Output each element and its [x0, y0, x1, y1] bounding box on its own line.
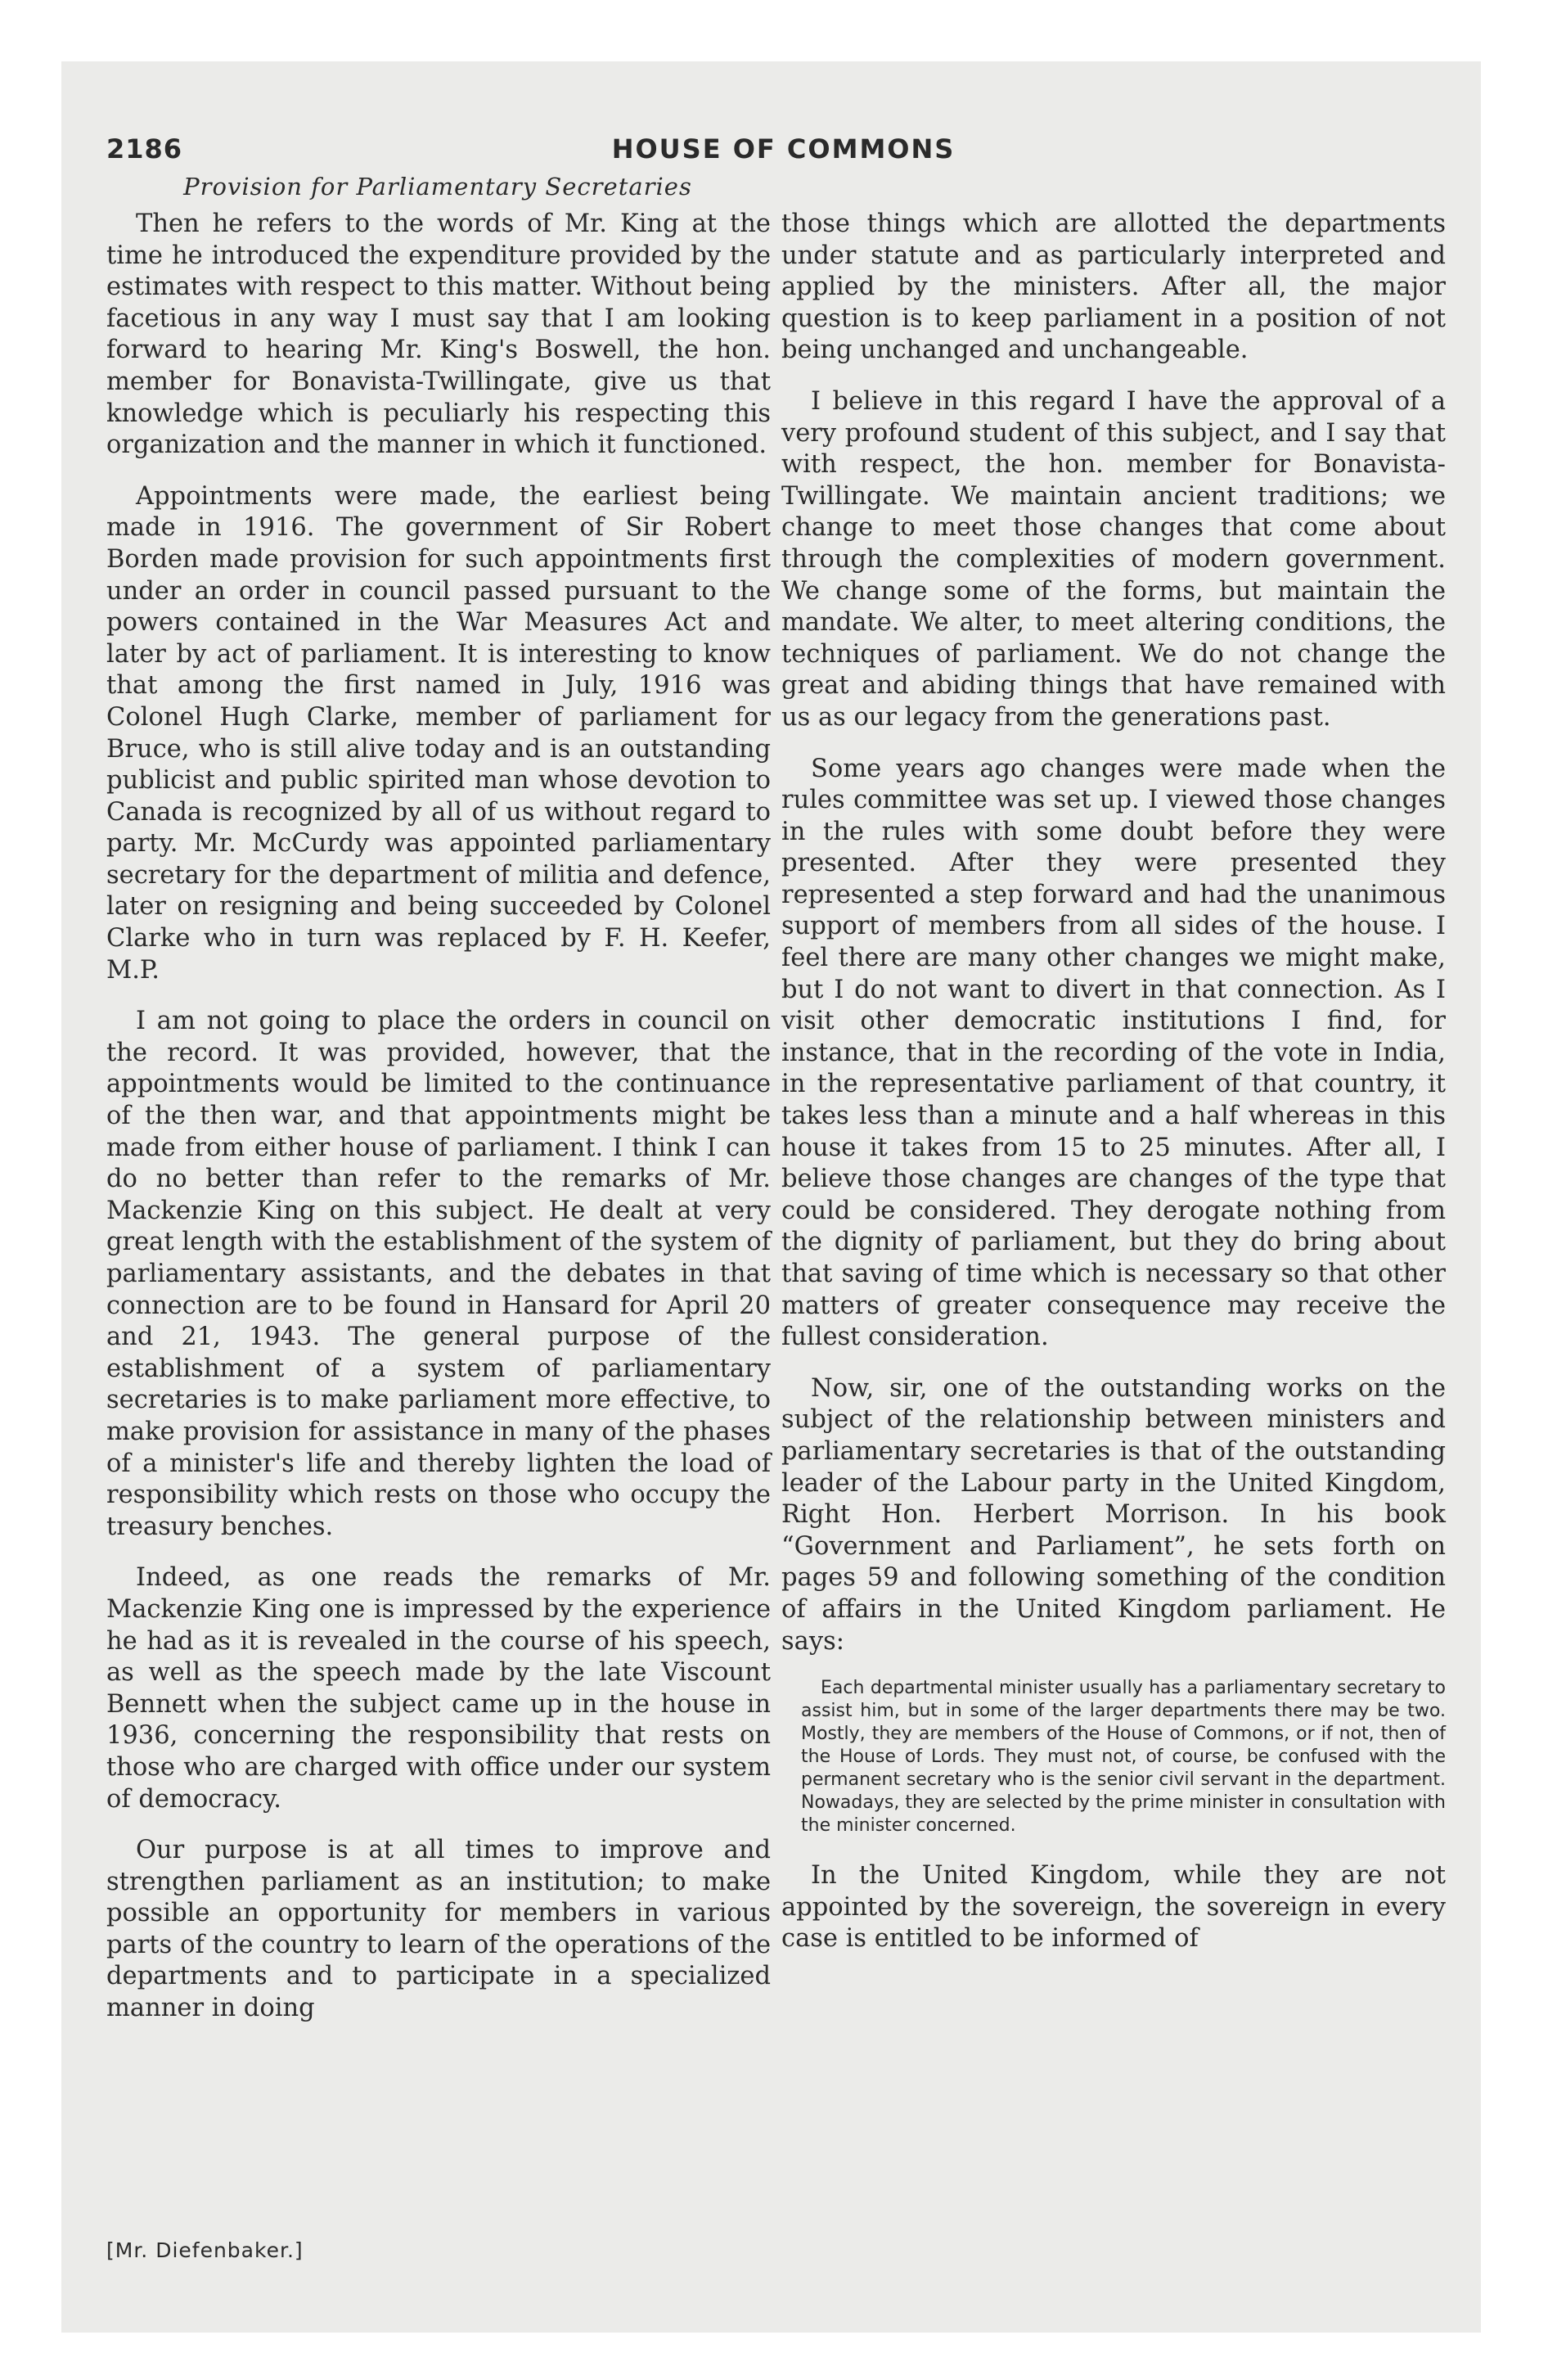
block-quote: Each departmental minister usually has a parliamentary secretary to assist him, but in some of the larger departments there may be two. Mostly, they are members of the House of Commons, or if not, then of the House of Lords. They must not, of course, be confused with the permanent secretary who is the senior civil servant in the department. Nowadays, they are selected by the prime minister in consultation with the minister concerned.	[801, 1678, 1446, 1837]
paragraph: Indeed, as one reads the remarks of Mr. Mackenzie King one is impressed by the experience he had as it is revealed in the course of his speech, as well as the speech made by the late Viscount Bennett when the subject came up in the house in 1936, concerning the responsibility that rests on those who are charged with office under our system of democracy.	[106, 1563, 771, 1814]
paragraph: I am not going to place the orders in council on the record. It was provided, however, that the appointments would be limited to the continuance of the then war, and that appointments might be made from either house of parliament. I think I can do no better than refer to the remarks of Mr. Mackenzie King on this subject. He dealt at very great length with the establishment of the system of parliamentary assistants, and the debates in that connection are to be found in Hansard for April 20 and 21, 1943. The general purpose of the establishment of a system of parliamentary secretaries is to make parliament more effective, to make provision for assistance in many of the phases of a minister's life and thereby lighten the load of responsibility which rests on those who occupy the treasury benches.	[106, 1007, 771, 1541]
running-head: HOUSE OF COMMONS	[611, 133, 956, 165]
right-column	[781, 209, 1446, 1975]
paragraph: I believe in this regard I have the approval of a very profound student of this subject, and I say that with respect, the hon. member for Bonavista-Twillingate. We maintain ancient traditions; we change to meet those changes that come about through the complexities of modern government. We change some of the forms, but maintain the mandate. We alter, to meet altering conditions, the techniques of parliament. We do not change the great and abiding things that have remained with us as our legacy from the generations past.	[781, 386, 1446, 732]
paragraph: In the United Kingdom, while they are not appointed by the sovereign, the sovereign in every case is entitled to be informed of	[781, 1861, 1446, 1954]
paragraph: Now, sir, one of the outstanding works on the subject of the relationship between ministers and parliamentary secretaries is that of the outstanding leader of the Labour party in the United Kingdom, Right Hon. Herbert Morrison. In his book “Government and Parliament”, he sets forth on pages 59 and following something of the condition of affairs in the United Kingdom parliament. He says:	[781, 1373, 1446, 1656]
left-column	[106, 209, 771, 2044]
paragraph: Appointments were made, the earliest being made in 1916. The government of Sir Robert Borden made provision for such appointments first under an order in council passed pursuant to the powers contained in the War Measures Act and later by act of parliament. It is interesting to know that among the first named in July, 1916 was Colonel Hugh Clarke, member of parliament for Bruce, who is still alive today and is an outstanding publicist and public spirited man whose devotion to Canada is recognized by all of us without regard to party. Mr. McCurdy was appointed parliamentary secretary for the department of militia and defence, later on resigning and being succeeded by Colonel Clarke who in turn was replaced by F. H. Keefer, M.P.	[106, 481, 771, 985]
section-title: Provision for Parliamentary Secretaries	[183, 173, 692, 201]
page-number: 2186	[106, 133, 183, 165]
paragraph: Then he refers to the words of Mr. King at the time he introduced the expenditure provided by the estimates with respect to this matter. Without being facetious in any way I must say that I am looking forward to hearing Mr. King's Boswell, the hon. member for Bonavista-Twillingate, give us that knowledge which is peculiarly his respecting this organization and the manner in which it functioned.	[106, 210, 771, 460]
paragraph-continuation: those things which are allotted the departments under statute and as particularly interpreted and applied by the ministers. After all, the major question is to keep parliament in a position of not being unchanged and unchangeable.	[781, 210, 1446, 365]
speaker-attribution: [Mr. Diefenbaker.]	[106, 2238, 304, 2262]
paragraph: Some years ago changes were made when the rules committee was set up. I viewed those changes in the rules with some doubt before they were presented. After they were presented they represented a step forward and had the unanimous support of members from all sides of the house. I feel there are many other changes we might make, but I do not want to divert in that connection. As I visit other democratic institutions I find, for instance, that in the recording of the vote in India, in the representative parliament of that country, it takes less than a minute and a half whereas in this house it takes from 15 to 25 minutes. After all, I believe those changes are changes of the type that could be considered. They derogate nothing from the dignity of parliament, but they do bring about that saving of time which is necessary so that other matters of greater consequence may receive the fullest consideration.	[781, 754, 1446, 1352]
scanned-page	[61, 61, 1481, 2333]
paragraph: Our purpose is at all times to improve and strengthen parliament as an institution; to make possible an opportunity for members in various parts of the country to learn of the operations of the departments and to participate in a specialized manner in doing	[106, 1836, 771, 2023]
